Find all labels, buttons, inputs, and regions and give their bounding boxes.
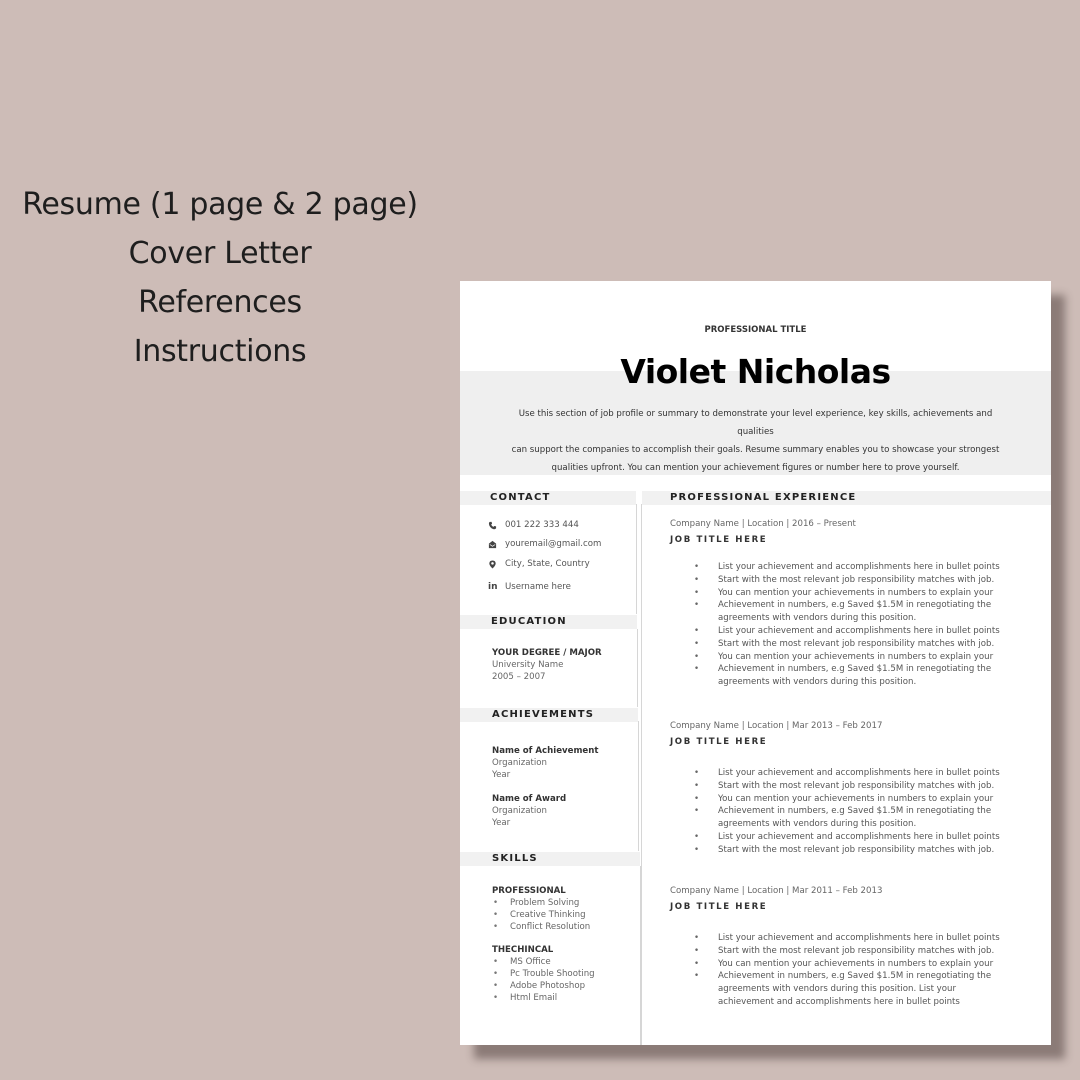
job-bullets (694, 932, 1024, 1009)
summary-line: can support the companies to accomplish their goals. Resume summary enables you to showcase your strongest (511, 445, 1000, 455)
skills-professional (492, 885, 590, 933)
achievement-org: Organization (492, 758, 547, 768)
contact-heading: CONTACT (490, 492, 551, 503)
skill-item: • Problem Solving (492, 897, 590, 909)
achievements-heading: ACHIEVEMENTS (492, 709, 595, 720)
job-bullet: • You can mention your achievements in numbers to explain your (694, 587, 1024, 600)
resume-page (460, 281, 1051, 1045)
phone-text: 001 222 333 444 (505, 520, 579, 530)
job-meta: Company Name | Location | Mar 2013 – Feb 2017 (670, 721, 883, 731)
achievement-entry (492, 745, 598, 781)
skills-bar (460, 852, 640, 866)
summary-line: qualities upfront. You can mention your achievement figures or number here to prove yourself. (551, 463, 960, 473)
job-bullet-continued: agreements with vendors during this position. (718, 819, 917, 830)
location-text: City, State, Country (505, 559, 590, 569)
degree: YOUR DEGREE / MAJOR (492, 648, 602, 658)
achievement-year: Year (492, 770, 511, 780)
skill-item: • Creative Thinking (492, 909, 590, 921)
achievement-name: Name of Achievement (492, 746, 599, 756)
main-divider (641, 504, 642, 1045)
feature-cover-letter: Cover Letter (128, 236, 312, 271)
education-heading: EDUCATION (491, 616, 567, 627)
contact-linkedin (488, 580, 571, 594)
skill-list (492, 897, 590, 933)
feature-list (20, 180, 420, 376)
job-bullet-continued: agreements with vendors during this position. List your (718, 984, 957, 995)
job-bullet: • Achievement in numbers, e.g Saved $1.5M in renegotiating the (694, 663, 1024, 676)
job-bullet-continued: achievement and accomplishments here in bullet points (718, 996, 960, 1007)
job-title: JOB TITLE HERE (670, 737, 768, 747)
column-divider (636, 504, 637, 614)
skill-item: • Html Email (492, 992, 595, 1004)
contact-phone (488, 518, 579, 532)
job-bullet: • Achievement in numbers, e.g Saved $1.5M in renegotiating the (694, 970, 1024, 983)
job-bullet: • Start with the most relevant job responsibility matches with job. (694, 574, 1024, 587)
experience-heading: PROFESSIONAL EXPERIENCE (670, 492, 857, 503)
skill-item: • Conflict Resolution (492, 921, 590, 933)
skills-technical (492, 944, 595, 1004)
skill-item: • Adobe Photoshop (492, 980, 595, 992)
linkedin-text: Username here (505, 582, 571, 592)
job-bullet: • Start with the most relevant job responsibility matches with job. (694, 945, 1024, 958)
location-pin-icon (488, 560, 497, 569)
job-bullet: • You can mention your achievements in numbers to explain your (694, 793, 1024, 806)
column-divider (637, 629, 638, 707)
skill-item: • MS Office (492, 956, 595, 968)
job-bullet: • List your achievement and accomplishments here in bullet points (694, 932, 1024, 945)
education-entry (492, 647, 602, 683)
job-meta: Company Name | Location | 2016 – Present (670, 519, 856, 529)
skills-technical-label: THECHINCAL (492, 945, 554, 955)
feature-instructions: Instructions (133, 334, 307, 369)
column-divider (638, 721, 639, 851)
linkedin-icon: in (488, 581, 498, 592)
job-bullet: • List your achievement and accomplishments here in bullet points (694, 561, 1024, 574)
award-year: Year (492, 818, 511, 828)
contact-location (488, 557, 590, 571)
job-title: JOB TITLE HERE (670, 902, 768, 912)
job-bullet: • Achievement in numbers, e.g Saved $1.5M in renegotiating the (694, 805, 1024, 818)
school: University Name (492, 660, 564, 670)
job-bullets (694, 767, 1024, 857)
skills-professional-label: PROFESSIONAL (492, 886, 566, 896)
phone-icon (488, 521, 497, 530)
job-bullet: • You can mention your achievements in numbers to explain your (694, 651, 1024, 664)
job-bullet: • Start with the most relevant job responsibility matches with job. (694, 638, 1024, 651)
skills-heading: SKILLS (492, 853, 538, 864)
feature-resume: Resume (1 page & 2 page) (22, 187, 418, 222)
award-org: Organization (492, 806, 547, 816)
feature-references: References (138, 285, 302, 320)
award-entry (492, 793, 566, 829)
job-bullet: • List your achievement and accomplishments here in bullet points (694, 625, 1024, 638)
job-bullets (694, 561, 1024, 689)
job-bullet: • Start with the most relevant job responsibility matches with job. (694, 780, 1024, 793)
email-text: youremail@gmail.com (505, 539, 602, 549)
education-years: 2005 – 2007 (492, 672, 546, 682)
award-name: Name of Award (492, 794, 567, 804)
job-bullet-continued: agreements with vendors during this position. (718, 613, 917, 624)
professional-title: PROFESSIONAL TITLE (704, 325, 807, 335)
skill-list (492, 956, 595, 1004)
summary-text (500, 405, 1011, 477)
contact-email (488, 537, 601, 551)
job-title: JOB TITLE HERE (670, 535, 768, 545)
job-bullet: • Achievement in numbers, e.g Saved $1.5M in renegotiating the (694, 599, 1024, 612)
job-bullet: • You can mention your achievements in numbers to explain your (694, 958, 1024, 971)
candidate-name: Violet Nicholas (620, 352, 891, 391)
job-bullet: • List your achievement and accomplishments here in bullet points (694, 831, 1024, 844)
skill-item: • Pc Trouble Shooting (492, 968, 595, 980)
summary-line: Use this section of job profile or summary to demonstrate your level experience, key skills, achievements and qualities (518, 409, 993, 437)
job-bullet: • Start with the most relevant job responsibility matches with job. (694, 844, 1024, 857)
job-meta: Company Name | Location | Mar 2011 – Feb 2013 (670, 886, 883, 896)
job-bullet-continued: agreements with vendors during this position. (718, 677, 917, 688)
mail-icon (488, 540, 497, 549)
job-bullet: • List your achievement and accomplishments here in bullet points (694, 767, 1024, 780)
